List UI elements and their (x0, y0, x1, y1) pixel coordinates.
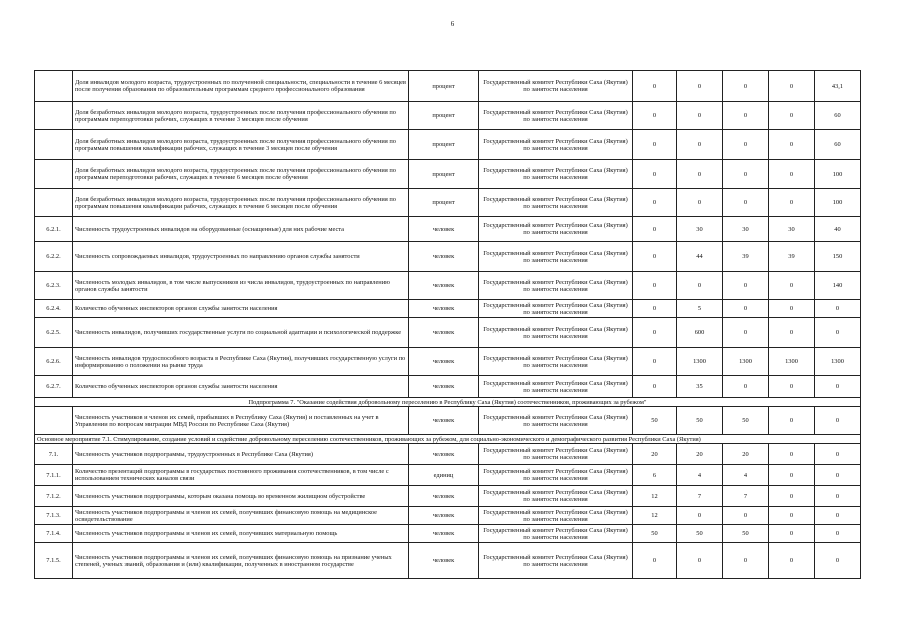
responsible-organization: Государственный комитет Республики Саха (Якутия) по занятости населения (479, 486, 633, 507)
row-number: 7.1.3. (35, 507, 73, 525)
unit-of-measure: человек (409, 217, 479, 242)
table-body-part-1 (35, 71, 861, 398)
main-event-title-row (35, 435, 861, 444)
value-year-2: 0 (677, 189, 723, 217)
row-number: 7.1.2. (35, 486, 73, 507)
responsible-organization: Государственный комитет Республики Саха (Якутия) по занятости населения (479, 102, 633, 130)
value-year-5: 0 (815, 300, 861, 318)
indicator-name: Численность участников подпрограммы и членов их семей, получивших материальную помощь (73, 525, 409, 543)
value-year-4: 0 (769, 376, 815, 398)
value-year-3: 30 (723, 217, 769, 242)
value-year-5: 150 (815, 242, 861, 272)
value-year-5: 0 (815, 318, 861, 348)
indicator-name: Доля безработных инвалидов молодого возраста, трудоустроенных после получения профессионального обучения по программам повышения квалификации рабочих, служащих в течение 6 месяцев после обучения (73, 189, 409, 217)
value-year-3: 1300 (723, 348, 769, 376)
value-year-3: 7 (723, 486, 769, 507)
row-number (35, 189, 73, 217)
value-year-5: 60 (815, 130, 861, 160)
responsible-organization: Государственный комитет Республики Саха (Якутия) по занятости населения (479, 348, 633, 376)
value-year-2: 600 (677, 318, 723, 348)
responsible-organization: Государственный комитет Республики Саха (Якутия) по занятости населения (479, 525, 633, 543)
value-year-3: 0 (723, 189, 769, 217)
subprogram-title: Подпрограмма 7. "Оказание содействия добровольному переселению в Республику Саха (Якутия) соотечественников, проживающих за рубежом" (35, 398, 861, 407)
indicator-name: Доля безработных инвалидов молодого возраста, трудоустроенных после получения профессионального обучения по программам переподготовки рабочих, служащих в течение 3 месяцев после обучения (73, 102, 409, 130)
value-year-1: 20 (633, 444, 677, 465)
responsible-organization: Государственный комитет Республики Саха (Якутия) по занятости населения (479, 189, 633, 217)
value-year-4: 39 (769, 242, 815, 272)
value-year-1: 0 (633, 160, 677, 189)
row-number: 6.2.6. (35, 348, 73, 376)
table-row (35, 318, 861, 348)
responsible-organization: Государственный комитет Республики Саха (Якутия) по занятости населения (479, 318, 633, 348)
indicator-name: Доля инвалидов молодого возраста, трудоустроенных по полученной специальности, специальности в течение 6 месяцев после получения образования по образовательным программам среднего профессионального образования (73, 71, 409, 102)
value-year-1: 0 (633, 242, 677, 272)
table-row (35, 486, 861, 507)
responsible-organization: Государственный комитет Республики Саха (Якутия) по занятости населения (479, 376, 633, 398)
value-year-2: 4 (677, 465, 723, 486)
value-year-1: 0 (633, 543, 677, 579)
row-number (35, 160, 73, 189)
value-year-2: 0 (677, 102, 723, 130)
value-year-4: 0 (769, 318, 815, 348)
table-row (35, 376, 861, 398)
responsible-organization: Государственный комитет Республики Саха (Якутия) по занятости населения (479, 543, 633, 579)
responsible-organization: Государственный комитет Республики Саха (Якутия) по занятости населения (479, 300, 633, 318)
unit-of-measure: человек (409, 407, 479, 435)
value-year-4: 0 (769, 272, 815, 300)
unit-of-measure: процент (409, 130, 479, 160)
value-year-3: 50 (723, 407, 769, 435)
value-year-4: 0 (769, 130, 815, 160)
indicator-name: Численность инвалидов трудоспособного возраста в Республике Саха (Якутия), получивших государственную услуги по информированию о положении на рынке труда (73, 348, 409, 376)
indicator-name: Доля безработных инвалидов молодого возраста, трудоустроенных после получения профессионального обучения по программам повышения квалификации рабочих, служащих в течение 3 месяцев после обучения (73, 130, 409, 160)
value-year-5: 43,1 (815, 71, 861, 102)
value-year-3: 0 (723, 507, 769, 525)
value-year-3: 0 (723, 71, 769, 102)
row-number: 7.1.4. (35, 525, 73, 543)
value-year-2: 50 (677, 525, 723, 543)
row-number: 7.1. (35, 444, 73, 465)
table-row (35, 102, 861, 130)
value-year-4: 0 (769, 407, 815, 435)
value-year-4: 0 (769, 102, 815, 130)
row-number (35, 102, 73, 130)
value-year-5: 100 (815, 160, 861, 189)
row-number (35, 130, 73, 160)
unit-of-measure: человек (409, 543, 479, 579)
unit-of-measure: человек (409, 318, 479, 348)
unit-of-measure: процент (409, 71, 479, 102)
value-year-1: 0 (633, 272, 677, 300)
value-year-5: 1300 (815, 348, 861, 376)
unit-of-measure: единиц (409, 465, 479, 486)
responsible-organization: Государственный комитет Республики Саха (Якутия) по занятости населения (479, 407, 633, 435)
unit-of-measure: процент (409, 160, 479, 189)
responsible-organization: Государственный комитет Республики Саха (Якутия) по занятости населения (479, 272, 633, 300)
value-year-1: 0 (633, 217, 677, 242)
unit-of-measure: человек (409, 444, 479, 465)
table-row (35, 300, 861, 318)
value-year-4: 0 (769, 300, 815, 318)
value-year-3: 0 (723, 130, 769, 160)
subprogram-section (35, 398, 861, 407)
value-year-1: 0 (633, 300, 677, 318)
value-year-4: 0 (769, 507, 815, 525)
indicator-name: Численность молодых инвалидов, в том числе выпускников из числа инвалидов, трудоустроенных по направлению органов службы занятости (73, 272, 409, 300)
indicator-name: Численность сопровождаемых инвалидов, трудоустроенных по направлению органов службы занятости (73, 242, 409, 272)
value-year-2: 0 (677, 507, 723, 525)
value-year-1: 0 (633, 71, 677, 102)
row-number: 7.1.5. (35, 543, 73, 579)
value-year-5: 140 (815, 272, 861, 300)
value-year-3: 20 (723, 444, 769, 465)
unit-of-measure: человек (409, 348, 479, 376)
unit-of-measure: человек (409, 525, 479, 543)
value-year-1: 6 (633, 465, 677, 486)
value-year-4: 0 (769, 525, 815, 543)
value-year-5: 0 (815, 444, 861, 465)
value-year-3: 0 (723, 102, 769, 130)
row-number: 6.2.4. (35, 300, 73, 318)
table-body-part-2 (35, 444, 861, 579)
value-year-1: 0 (633, 189, 677, 217)
value-year-2: 7 (677, 486, 723, 507)
value-year-1: 12 (633, 486, 677, 507)
value-year-3: 0 (723, 543, 769, 579)
value-year-3: 4 (723, 465, 769, 486)
value-year-3: 0 (723, 318, 769, 348)
row-number: 6.2.7. (35, 376, 73, 398)
value-year-2: 35 (677, 376, 723, 398)
row-number (35, 407, 73, 435)
value-year-5: 0 (815, 525, 861, 543)
table-row (35, 242, 861, 272)
value-year-3: 50 (723, 525, 769, 543)
value-year-3: 0 (723, 160, 769, 189)
value-year-4: 0 (769, 486, 815, 507)
unit-of-measure: процент (409, 102, 479, 130)
responsible-organization: Государственный комитет Республики Саха (Якутия) по занятости населения (479, 242, 633, 272)
unit-of-measure: человек (409, 242, 479, 272)
table-row (35, 543, 861, 579)
main-event-section (35, 435, 861, 444)
value-year-2: 50 (677, 407, 723, 435)
table-row (35, 189, 861, 217)
value-year-2: 30 (677, 217, 723, 242)
table-body-subprogram-row (35, 407, 861, 435)
responsible-organization: Государственный комитет Республики Саха (Якутия) по занятости населения (479, 130, 633, 160)
indicator-name: Численность участников подпрограммы, которым оказана помощь во временном жилищном обустройстве (73, 486, 409, 507)
subprogram-title-row (35, 398, 861, 407)
value-year-1: 0 (633, 102, 677, 130)
table-row (35, 348, 861, 376)
indicator-name: Количество презентаций подпрограммы в государствах постоянного проживания соотечественников, в том числе с использованием технических каналов связи (73, 465, 409, 486)
value-year-1: 0 (633, 348, 677, 376)
unit-of-measure: человек (409, 376, 479, 398)
value-year-1: 0 (633, 318, 677, 348)
value-year-2: 0 (677, 160, 723, 189)
table-row (35, 71, 861, 102)
row-number (35, 71, 73, 102)
row-number: 6.2.5. (35, 318, 73, 348)
indicator-name: Количество обученных инспекторов органов службы занятости населения (73, 300, 409, 318)
value-year-5: 0 (815, 465, 861, 486)
value-year-1: 0 (633, 376, 677, 398)
value-year-5: 0 (815, 507, 861, 525)
value-year-5: 40 (815, 217, 861, 242)
table-row (35, 444, 861, 465)
responsible-organization: Государственный комитет Республики Саха (Якутия) по занятости населения (479, 507, 633, 525)
value-year-2: 0 (677, 272, 723, 300)
indicator-name: Численность участников и членов их семей, прибывших в Республику Саха (Якутия) и поставленных на учет в Управлении по вопросам миграции МВД России по Республике Саха (Якутия) (73, 407, 409, 435)
value-year-3: 39 (723, 242, 769, 272)
value-year-1: 12 (633, 507, 677, 525)
indicator-name: Доля безработных инвалидов молодого возраста, трудоустроенных после получения профессионального обучения по программам переподготовки рабочих, служащих в течение 6 месяцев после обучения (73, 160, 409, 189)
value-year-5: 100 (815, 189, 861, 217)
value-year-4: 0 (769, 71, 815, 102)
responsible-organization: Государственный комитет Республики Саха (Якутия) по занятости населения (479, 71, 633, 102)
unit-of-measure: человек (409, 486, 479, 507)
indicator-name: Количество обученных инспекторов органов службы занятости населения (73, 376, 409, 398)
value-year-4: 0 (769, 160, 815, 189)
row-number: 6.2.3. (35, 272, 73, 300)
value-year-1: 0 (633, 130, 677, 160)
value-year-4: 0 (769, 543, 815, 579)
value-year-5: 0 (815, 543, 861, 579)
page-number: 6 (450, 20, 455, 28)
value-year-3: 0 (723, 272, 769, 300)
table-row (35, 272, 861, 300)
indicator-name: Численность участников подпрограммы, трудоустроенных в Республике Саха (Якутия) (73, 444, 409, 465)
responsible-organization: Государственный комитет Республики Саха (Якутия) по занятости населения (479, 444, 633, 465)
value-year-4: 0 (769, 444, 815, 465)
table-row (35, 160, 861, 189)
value-year-2: 0 (677, 71, 723, 102)
value-year-5: 0 (815, 486, 861, 507)
value-year-2: 44 (677, 242, 723, 272)
responsible-organization: Государственный комитет Республики Саха (Якутия) по занятости населения (479, 160, 633, 189)
row-number: 6.2.1. (35, 217, 73, 242)
value-year-4: 0 (769, 465, 815, 486)
value-year-1: 50 (633, 525, 677, 543)
table-row (35, 217, 861, 242)
unit-of-measure: человек (409, 272, 479, 300)
indicator-name: Численность трудоустроенных инвалидов на оборудованные (оснащенные) для них рабочие места (73, 217, 409, 242)
row-number: 7.1.1. (35, 465, 73, 486)
table-row (35, 407, 861, 435)
indicators-table (34, 70, 861, 579)
value-year-3: 0 (723, 300, 769, 318)
value-year-2: 5 (677, 300, 723, 318)
indicator-name: Численность участников подпрограммы и членов их семей, получивших финансовую помощь на признание ученых степеней, ученых званий, образования и (или) квалификации, полученных в иностранном государстве (73, 543, 409, 579)
row-number: 6.2.2. (35, 242, 73, 272)
value-year-5: 60 (815, 102, 861, 130)
value-year-2: 1300 (677, 348, 723, 376)
table-row (35, 525, 861, 543)
unit-of-measure: человек (409, 300, 479, 318)
value-year-1: 50 (633, 407, 677, 435)
main-event-title: Основное мероприятие 7.1. Стимулирование, создание условий и содействие добровольному переселению соотечественников, проживающих за рубежом, для социально-экономического и демографического развития Республики Саха (Якутия) (35, 435, 861, 444)
table-row (35, 465, 861, 486)
table-row (35, 130, 861, 160)
value-year-5: 0 (815, 407, 861, 435)
responsible-organization: Государственный комитет Республики Саха (Якутия) по занятости населения (479, 465, 633, 486)
table-row (35, 507, 861, 525)
indicator-name: Численность инвалидов, получивших государственные услуги по социальной адаптации и психологической поддержке (73, 318, 409, 348)
unit-of-measure: человек (409, 507, 479, 525)
unit-of-measure: процент (409, 189, 479, 217)
value-year-4: 30 (769, 217, 815, 242)
value-year-2: 0 (677, 543, 723, 579)
value-year-4: 0 (769, 189, 815, 217)
responsible-organization: Государственный комитет Республики Саха (Якутия) по занятости населения (479, 217, 633, 242)
indicator-name: Численность участников подпрограммы и членов их семей, получивших финансовую помощь на медицинское освидетельствование (73, 507, 409, 525)
value-year-3: 0 (723, 376, 769, 398)
value-year-2: 0 (677, 130, 723, 160)
value-year-5: 0 (815, 376, 861, 398)
value-year-2: 20 (677, 444, 723, 465)
value-year-4: 1300 (769, 348, 815, 376)
